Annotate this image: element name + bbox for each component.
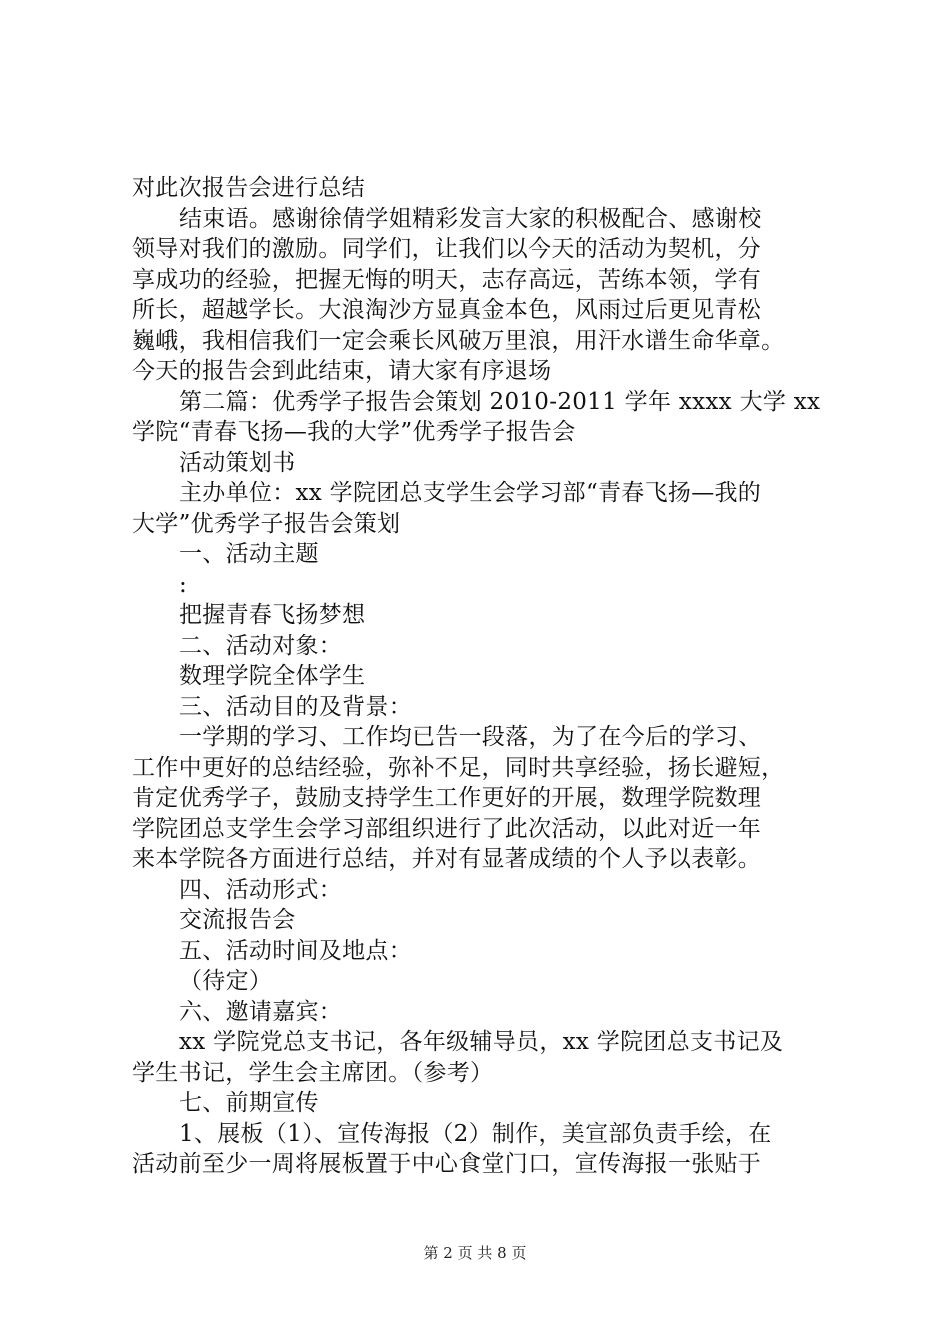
page-footer: 第 2 页 共 8 页: [423, 1244, 527, 1262]
text-line: 二、活动对象：: [179, 632, 343, 659]
text-line: 学院“青春飞扬—我的大学”优秀学子报告会: [132, 419, 576, 445]
text-line: 数理学院全体学生: [179, 663, 366, 689]
text-line: 四、活动形式：: [179, 876, 343, 903]
text-line: 把握青春飞扬梦想: [179, 602, 366, 628]
text-line: 一学期的学习、工作均已告一段落，为了在今后的学习、: [179, 724, 762, 750]
text-line: 活动前至少一周将展板置于中心食堂门口，宣传海报一张贴于: [132, 1151, 762, 1177]
text-line: 第二篇：优秀学子报告会策划 2010-2011 学年 xxxx 大学 xx: [179, 388, 821, 415]
text-line: 五、活动时间及地点：: [179, 937, 412, 964]
text-line: 交流报告会: [179, 907, 296, 933]
text-line: 一、活动主题: [179, 541, 319, 567]
text-line: 大学”优秀学子报告会策划: [132, 510, 401, 537]
text-line: 六、邀请嘉宾：: [179, 998, 343, 1025]
text-line: :: [179, 571, 188, 598]
text-line: 来本学院各方面进行总结，并对有显著成绩的个人予以表彰。: [132, 846, 762, 872]
text-line: 工作中更好的总结经验，弥补不足，同时共享经验，扬长避短，: [132, 754, 785, 781]
text-line: 对此次报告会进行总结: [132, 175, 365, 201]
text-line: 所长，超越学长。大浪淘沙方显真金本色，风雨过后更见青松: [132, 297, 762, 323]
text-line: 七、前期宣传: [179, 1090, 319, 1116]
text-line: 学院团总支学生会学习部组织进行了此次活动，以此对近一年: [132, 815, 762, 842]
text-line: （待定）: [179, 968, 273, 994]
text-line: 享成功的经验，把握无悔的明天，志存高远，苦练本领，学有: [132, 266, 762, 293]
text-line: 三、活动目的及背景：: [179, 693, 412, 720]
text-line: 今天的报告会到此结束，请大家有序退场: [132, 358, 552, 384]
text-line: 巍峨，我相信我们一定会乘长风破万里浪，用汗水谱生命华章。: [132, 327, 785, 354]
document-body: [132, 173, 847, 1180]
text-line: 肯定优秀学子，鼓励支持学生工作更好的开展，数理学院数理: [132, 785, 762, 811]
text-line: 主办单位：xx 学院团总支学生会学习部“青春飞扬—我的: [179, 480, 762, 506]
text-line: 活动策划书: [179, 449, 296, 476]
text-line: 领导对我们的激励。同学们，让我们以今天的活动为契机，分: [132, 236, 762, 262]
text-line: xx 学院党总支书记，各年级辅导员，xx 学院团总支书记及: [179, 1029, 784, 1055]
text-line: 结束语。感谢徐倩学姐精彩发言大家的积极配合、感谢校: [179, 205, 762, 232]
text-line: 1、展板（1）、宣传海报（2）制作，美宣部负责手绘，在: [179, 1120, 772, 1147]
text-line: 学生书记，学生会主席团。（参考）: [132, 1059, 494, 1086]
